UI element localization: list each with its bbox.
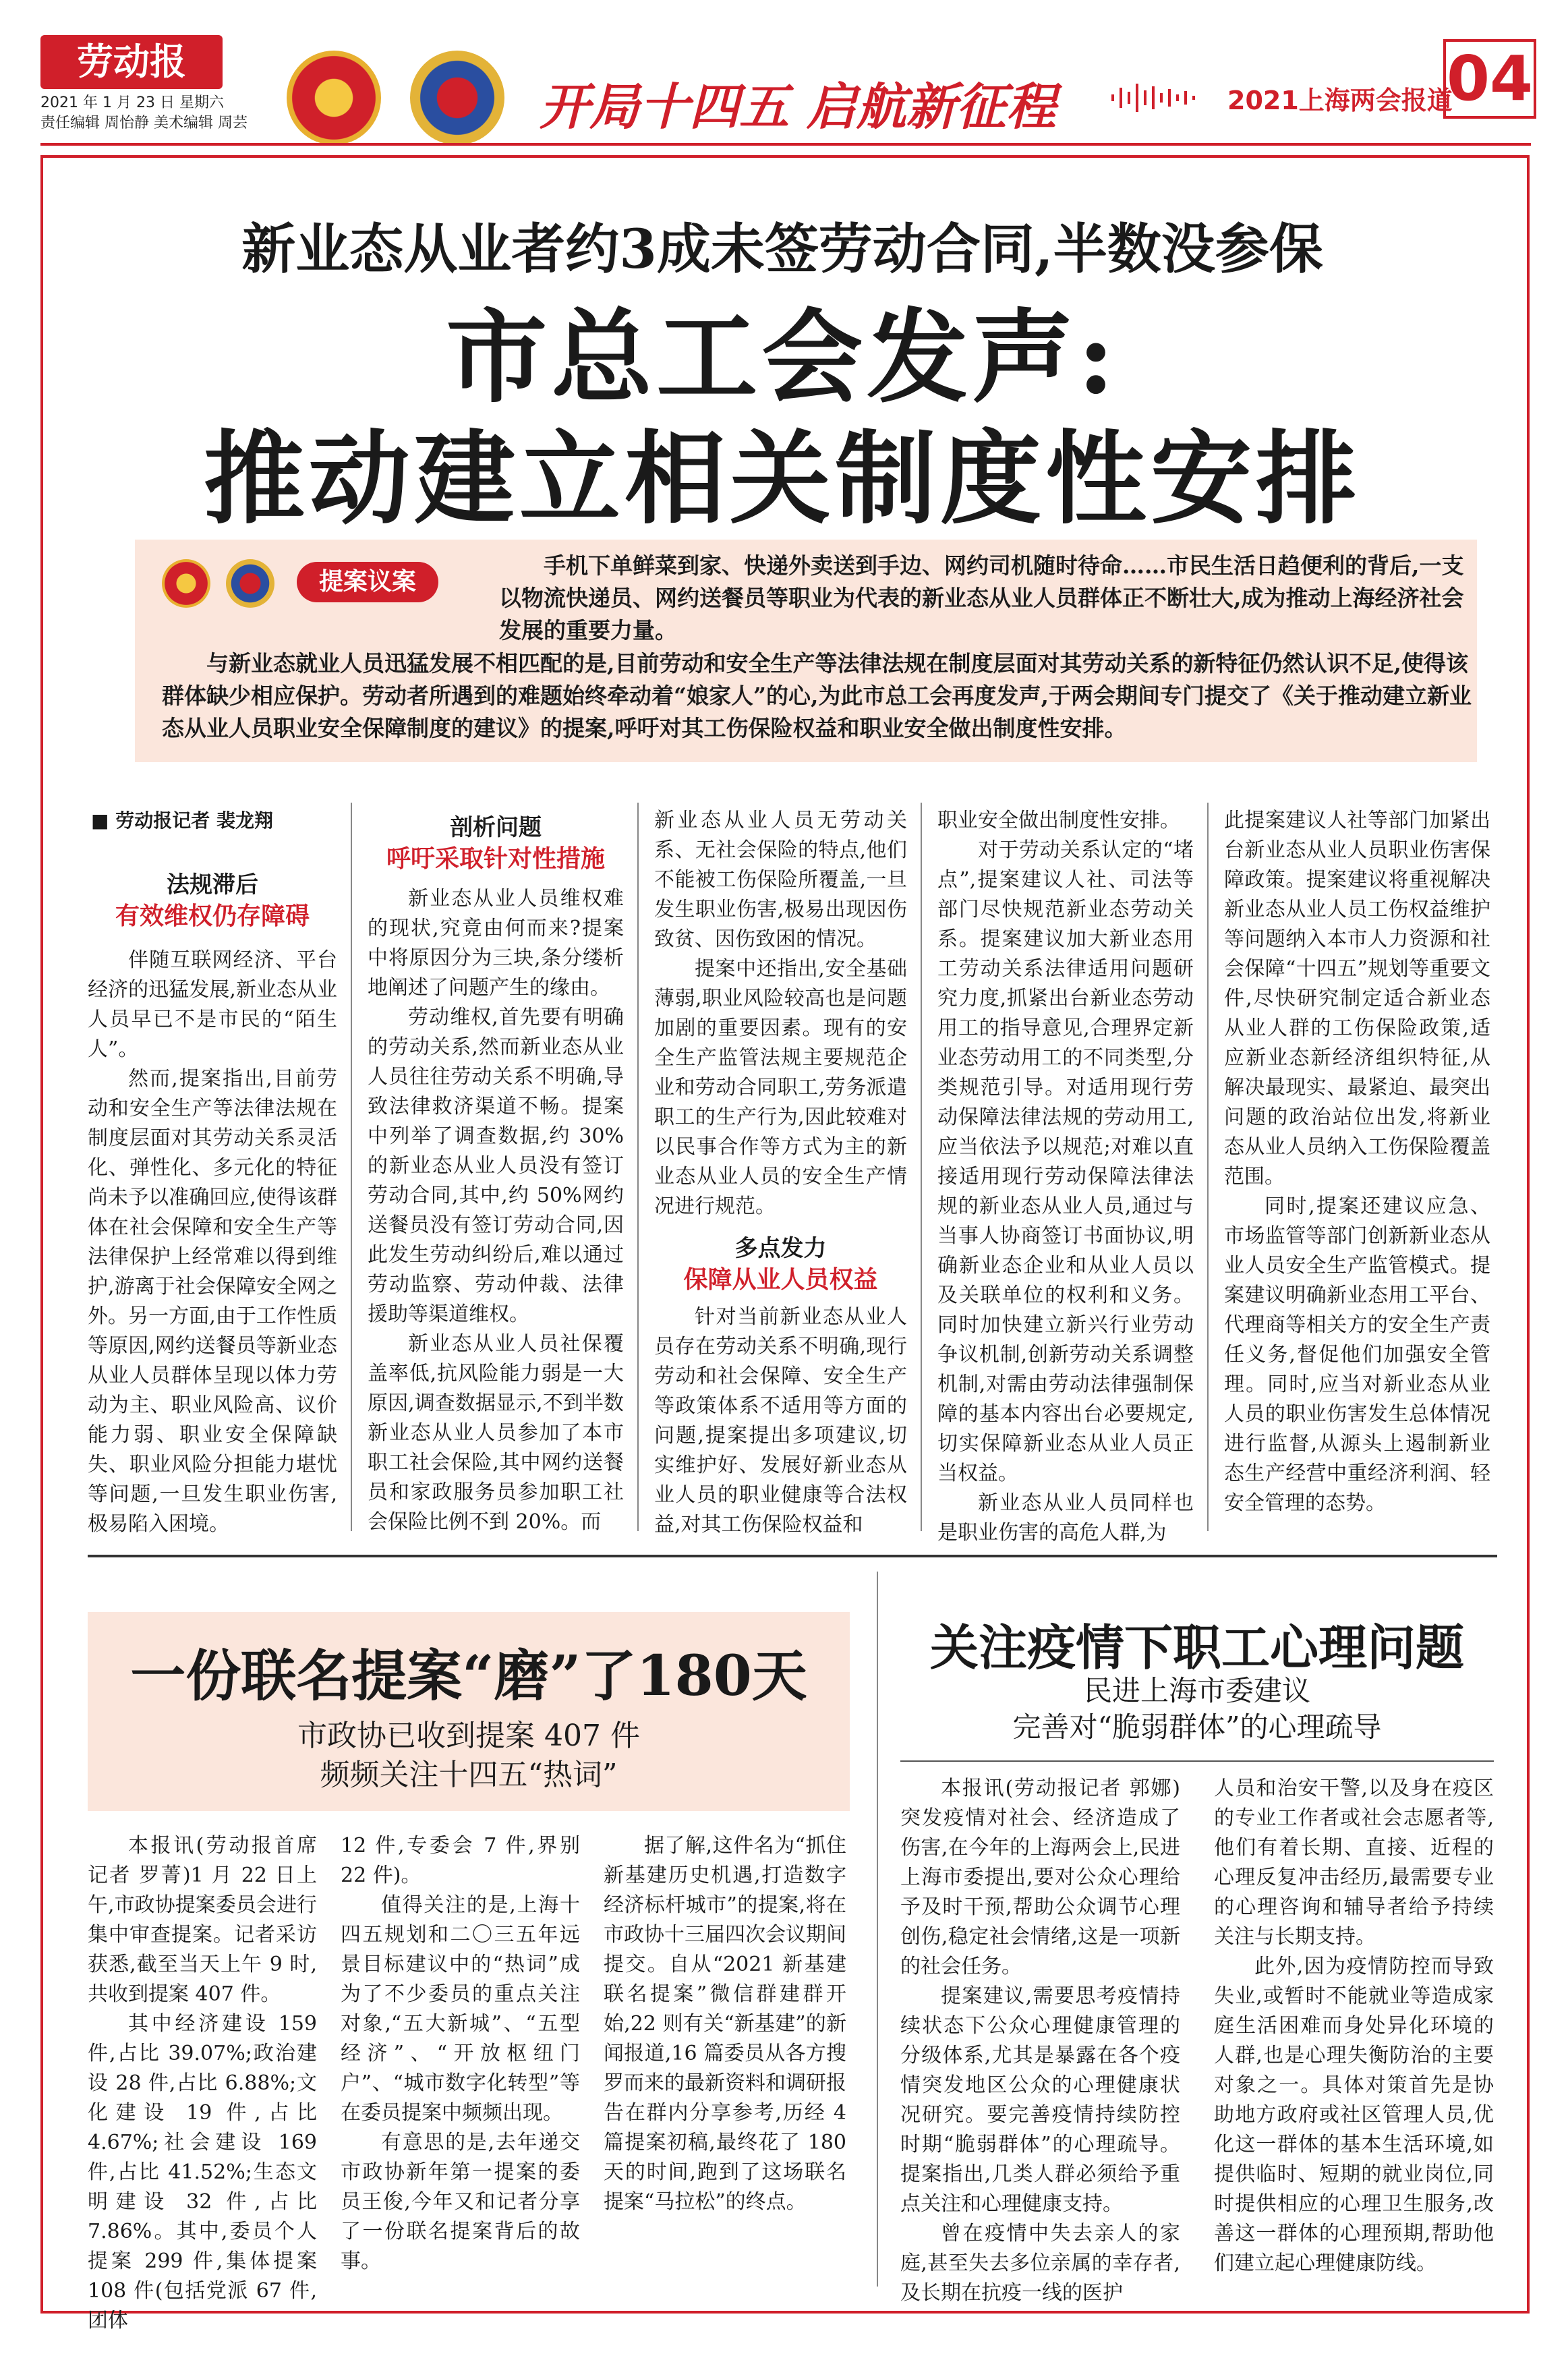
column-divider: [921, 803, 922, 1531]
page-number: 04: [1443, 39, 1536, 119]
national-emblem-icon: [287, 51, 381, 145]
header-rule: [40, 143, 1531, 146]
section-label: 2021上海两会报道: [1227, 86, 1453, 115]
left-story-column-2: [341, 1831, 580, 2276]
paragraph: 职业安全做出制度性安排。: [937, 809, 1180, 832]
subheading-1: [88, 870, 337, 932]
column-divider: [637, 803, 639, 1531]
column-3: [654, 806, 907, 1540]
sound-wave-icon: [1106, 81, 1207, 115]
left-story-column-1: [88, 1831, 317, 2336]
paragraph: 新业态从业人员社保覆盖率低,抗风险能力弱是一大原因,调查数据显示,不到半数新业态从业人员参加了本市职工社会保险,其中网约送餐员和家政服务员参加职工社会保险比例不到 20%。而: [368, 1332, 624, 1534]
story-divider: [877, 1572, 878, 2287]
tag-cppcc-emblem-icon: [226, 559, 274, 608]
column-5: [1224, 806, 1490, 1518]
lede-paragraph-1: 手机下单鲜菜到家、快递外卖送到手边、网约司机随时待命……市民生活日趋便利的背后,一支以物流快递员、网约送餐员等职业为代表的新业态从业人员群体正不断壮大,成为推动上海经济社会发展的重要力量。: [499, 552, 1464, 643]
paragraph: 曾在疫情中失去亲人的家庭,甚至失去多位亲属的幸存者,及长期在抗疫一线的医护: [900, 2222, 1180, 2305]
paragraph: 人员和治安干警,以及身在疫区的专业工作者或社会志愿者等,他们有着长期、直接、近程的心理反复冲击经历,最需要专业的心理咨询和辅导者给予持续关注与长期支持。: [1214, 1777, 1494, 1949]
subheading-3: [654, 1234, 907, 1296]
right-story-subtitle: [900, 1673, 1494, 1746]
paragraph: 伴随互联网经济、平台经济的迅猛发展,新业态从业人员早已不是市民的“陌生人”。: [88, 948, 337, 1061]
paragraph: 新业态从业人员维权难的现状,究竟由何而来?提案中将原因分为三块,条分缕析地阐述了问题产生的缘由。: [368, 887, 624, 1000]
proposal-tag: [162, 556, 445, 610]
left-story-subtitle-2: 频频关注十四五“热词”: [320, 1758, 618, 1792]
paragraph: 据了解,这件名为“抓住新基建历史机遇,打造数字经济标杆城市”的提案,将在市政协十三届四次会议期间提交。自从“2021 新基建联名提案”微信群建群开始,22 则有关“新基建”的新闻报道,16 篇委员从各方搜罗而来的最新资料和调研报告在群内分享参考,历经 4 篇提案初稿,最终花了 180 天的时间,跑到了这场联名提案“马拉松”的终点。: [604, 1834, 846, 2214]
paragraph: 12 件,专委会 7 件,界别 22 件)。: [341, 1834, 580, 1887]
story-headline: [67, 297, 1497, 540]
paragraph: 针对当前新业态从业人员存在劳动关系不明确,现行劳动和社会保障、安全生产等政策体系不适用等方面的问题,提案提出多项建议,切实维护好、发展好新业态从业人员的职业健康等合法权益,对其工伤保险权益和: [654, 1305, 907, 1536]
headline-line-2: 推动建立相关制度性安排: [203, 420, 1361, 538]
paragraph: 新业态从业人员同样也是职业伤害的高危人群,为: [937, 1491, 1194, 1545]
left-story-subtitle: [88, 1717, 850, 1795]
right-story-subtitle-2: 完善对“脆弱群体”的心理疏导: [1012, 1711, 1382, 1744]
left-story-subtitle-1: 市政协已收到提案 407 件: [297, 1719, 640, 1753]
cppcc-emblem-icon: [410, 51, 504, 145]
paragraph: 本报讯(劳动报记者 郭娜)突发疫情对社会、经济造成了伤害,在今年的上海两会上,民进上海市委提出,要对公众心理给予及时干预,帮助公众调节心理创伤,稳定社会情绪,这是一项新的社会任务。: [900, 1777, 1180, 1978]
right-story-rule: [900, 1760, 1494, 1762]
date-line: 2021 年 1 月 23 日 星期六: [40, 94, 224, 111]
paragraph: 有意思的是,去年递交市政协新年第一提案的委员王俊,今年又和记者分享了一份联名提案背后的故事。: [341, 2131, 580, 2273]
tag-national-emblem-icon: [162, 559, 210, 608]
paragraph: 然而,提案指出,目前劳动和安全生产等法律法规在制度层面对其劳动关系灵活化、弹性化、多元化的特征尚未予以准确回应,使得该群体在社会保障和安全生产等法律保护上经常难以得到维护,游离于社会保障安全网之外。另一方面,由于工作性质等原因,网约送餐员等新业态从业人员群体呈现以体力劳动为主、职业风险高、议价能力弱、职业安全保障缺失、职业风险分担能力堪忧等问题,一旦发生职业伤害,极易陷入困境。: [88, 1067, 337, 1536]
section-divider: [88, 1555, 1497, 1557]
subheading-3-title: 保障从业人员权益: [683, 1265, 878, 1294]
column-2: [368, 813, 624, 1537]
right-story-headline: 关注疫情下职工心理问题: [929, 1619, 1464, 1676]
column-divider: [1207, 803, 1209, 1531]
paragraph: 劳动维权,首先要有明确的劳动关系,然而新业态从业人员往往劳动关系不明确,导致法律救济渠道不畅。提案中列举了调查数据,约 30%的新业态从业人员没有签订劳动合同,其中,约 50%网约送餐员没有签订劳动合同,因此发生劳动纠纷后,难以通过劳动监察、劳动仲裁、法律援助等渠道维权。: [368, 1006, 624, 1326]
byline: ■ 劳动报记者 裴龙翔: [91, 809, 273, 832]
subheading-1-kicker: 法规滞后: [167, 871, 258, 898]
subheading-2: [368, 813, 624, 875]
subheading-3-kicker: 多点发力: [734, 1235, 827, 1262]
masthead-logo: 劳动报: [40, 35, 223, 89]
editor-line: 责任编辑 周怡静 美术编辑 周芸: [40, 115, 248, 132]
lede-paragraph-2: 与新业态就业人员迅猛发展不相匹配的是,目前劳动和安全生产等法律法规在制度层面对其劳动关系的新特征仍然认识不足,使得该群体缺少相应保护。劳动者所遇到的难题始终牵动着“娘家人”的心,为此市总工会再度发声,于两会期间专门提交了《关于推动建立新业态从业人员职业安全保障制度的建议》的提案,呼吁对其工伤保险权益和职业安全做出制度性安排。: [162, 650, 1472, 741]
paragraph: 同时,提案还建议应急、市场监管等部门创新新业态从业人员安全生产监管模式。提案建议明确新业态用工平台、代理商等相关方的安全生产责任义务,督促他们加强安全管理。同时,应当对新业态从业人员的职业伤害发生总体情况进行监督,从源头上遏制新业态生产经营中重经济利润、轻安全管理的态势。: [1224, 1195, 1490, 1515]
paragraph: 本报讯(劳动报首席记者 罗菁)1 月 22 日上午,市政协提案委员会进行集中审查提案。记者采访获悉,截至当天上午 9 时,共收到提案 407 件。: [88, 1834, 317, 2006]
paragraph: 此提案建议人社等部门加紧出台新业态从业人员职业伤害保障政策。提案建议将重视解决新业态从业人员工伤权益维护等问题纳入本市人力资源和社会保障“十四五”规划等重要文件,尽快研究制定适合新业态从业人群的工伤保险政策,适应新业态新经济组织特征,从解决最现实、最紧迫、最突出问题的政治站位出发,将新业态从业人员纳入工伤保险覆盖范围。: [1224, 809, 1490, 1188]
subheading-2-kicker: 剖析问题: [450, 814, 542, 841]
column-1: [88, 870, 337, 1539]
left-story-headline: 一份联名提案“磨”了180天: [130, 1644, 807, 1708]
left-story-column-3: [604, 1831, 846, 2217]
headline-line-1: 市总工会发声:: [446, 298, 1119, 417]
right-story-column-1: [900, 1774, 1180, 2308]
slogan: 开局十四五 启航新征程: [540, 78, 1056, 136]
subheading-2-title: 呼吁采取针对性措施: [386, 844, 605, 873]
paragraph: 对于劳动关系认定的“堵点”,提案建议人社、司法等部门尽快规范新业态劳动关系。提案建议加大新业态用工劳动关系法律适用问题研究力度,抓紧出台新业态劳动用工的指导意见,合理界定新业态劳动用工的不同类型,分类规范引导。对适用现行劳动保障法律法规的劳动用工,应当依法予以规范;对难以直接适用现行劳动保障法律法规的新业态从业人员,通过与当事人协商签订书面协议,明确新业态企业和从业人员以及关联单位的权利和义务。同时加快建立新兴行业劳动争议机制,创新劳动关系调整机制,对需由劳动法律强制保障的基本内容出台必要规定,切实保障新业态从业人员正当权益。: [937, 838, 1194, 1485]
paragraph: 值得关注的是,上海十四五规划和二〇三五年远景目标建议中的“热词”成为了不少委员的重点关注对象,“五大新城”、“五型经济”、“开放枢纽门户”、“城市数字化转型”等在委员提案中频频出现。: [341, 1893, 580, 2125]
paragraph: 其中经济建设 159 件,占比 39.07%;政治建设 28 件,占比 6.88%;文化建设 19 件,占比 4.67%;社会建设 169 件,占比 41.52%;生态文明建设 32 件,占比 7.86%。其中,委员个人提案 299 件,集体提案 108 件(包括党派 67 件,团体: [88, 2012, 317, 2332]
column-divider: [351, 803, 352, 1531]
story-kicker: 新业态从业者约3成未签劳动合同,半数没参保: [241, 217, 1323, 281]
paragraph: 提案中还指出,安全基础薄弱,职业风险较高也是问题加剧的重要因素。现有的安全生产监管法规主要规范企业和劳动合同职工,劳务派遣职工的生产行为,因此较难对以民事合作等方式为主的新业态从业人员的安全生产情况进行规范。: [654, 957, 907, 1218]
right-story-subtitle-1: 民进上海市委建议: [1083, 1674, 1310, 1707]
right-story-column-2: [1214, 1774, 1494, 2278]
tag-label: 提案议案: [297, 562, 438, 602]
paragraph: 新业态从业人员无劳动关系、无社会保险的特点,他们不能被工伤保险所覆盖,一旦发生职业伤害,极易出现因伤致贫、因伤致困的情况。: [654, 809, 907, 951]
subheading-1-title: 有效维权仍存障碍: [115, 902, 310, 930]
paragraph: 提案建议,需要思考疫情持续状态下公众心理健康管理的分级体系,尤其是暴露在各个疫情突发地区公众的心理健康状况研究。要完善疫情持续防控时期“脆弱群体”的心理疏导。提案指出,几类人群必须给予重点关注和心理健康支持。: [900, 1984, 1180, 2216]
column-4: [937, 806, 1194, 1548]
header-info: [40, 93, 248, 134]
paragraph: 此外,因为疫情防控而导致失业,或暂时不能就业等造成家庭生活困难而身处异化环境的人群,也是心理失衡防治的主要对象之一。具体对策首先是协助地方政府或社区管理人员,优化这一群体的基本生活环境,如提供临时、短期的就业岗位,同时提供相应的心理卫生服务,改善这一群体的心理预期,帮助他们建立起心理健康防线。: [1214, 1955, 1494, 2275]
